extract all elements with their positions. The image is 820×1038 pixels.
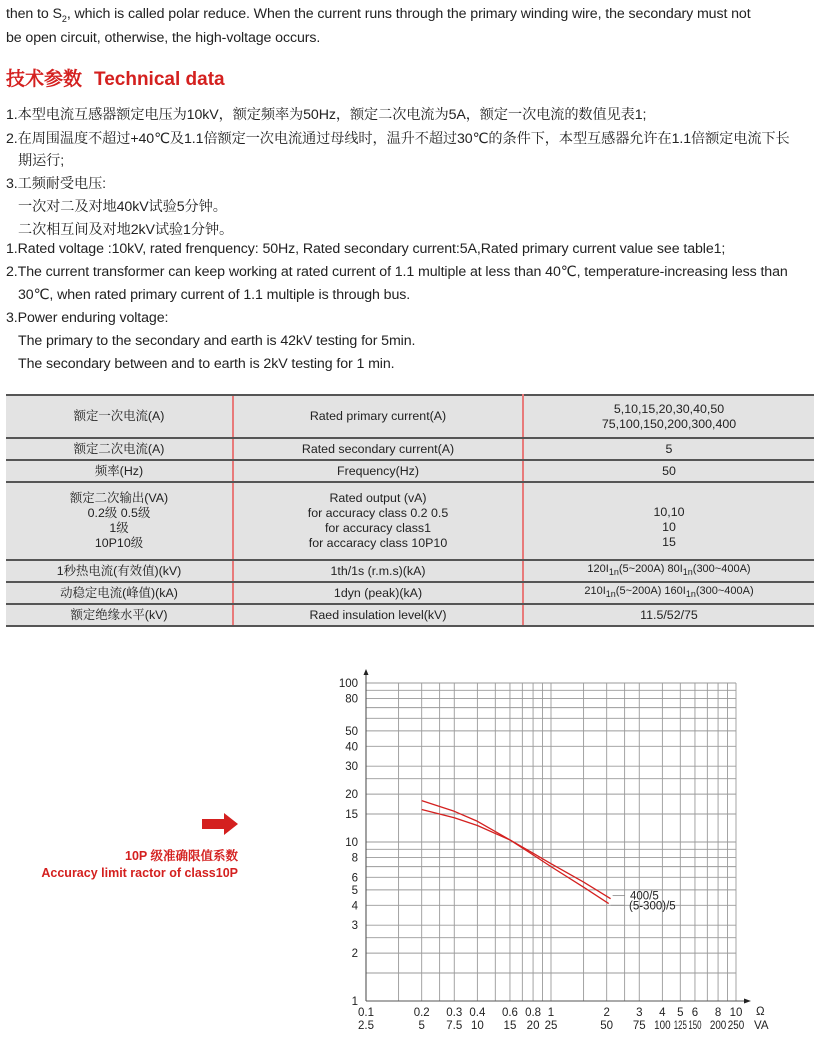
x2-tick-label: 15 bbox=[503, 1020, 517, 1032]
cell-text: for accuracy class1 bbox=[324, 521, 432, 535]
y-tick-label: 30 bbox=[345, 761, 358, 774]
cell-text: 额定一次电流(A) bbox=[73, 409, 165, 423]
cell-text: 210I bbox=[584, 584, 606, 597]
cell-sub: 1n bbox=[608, 567, 619, 578]
x-tick-label: 0.6 bbox=[501, 1007, 518, 1019]
cell-text: 额定二次输出(VA) bbox=[69, 491, 169, 505]
y-axis-arrow-icon bbox=[364, 669, 369, 675]
x2-tick-label: 20 bbox=[526, 1020, 540, 1032]
x-unit-label: Ω bbox=[756, 1006, 765, 1018]
x-axis-arrow-icon bbox=[744, 999, 751, 1004]
cell-text: (300~400A) bbox=[692, 562, 751, 575]
x2-tick-label: 10 bbox=[470, 1020, 484, 1032]
x-tick-label: 8 bbox=[714, 1007, 722, 1019]
cell-text: 额定绝缘水平(kV) bbox=[70, 607, 168, 622]
cell-text: 1秒热电流(有效值)(kV) bbox=[56, 563, 182, 578]
zh-item: 期运行; bbox=[18, 153, 65, 169]
x-tick-label: 10 bbox=[729, 1007, 743, 1019]
en-item: The secondary between and to earth is 2kV testing for 1 min. bbox=[18, 356, 395, 372]
en-item: 30℃, when rated primary current of 1.1 multiple is through bus. bbox=[18, 287, 411, 303]
cell-text: Rated secondary current(A) bbox=[301, 441, 455, 456]
cell-text: 75,100,150,200,300,400 bbox=[601, 416, 737, 431]
y-tick-label: 20 bbox=[345, 789, 358, 802]
cell-text: Frequency(Hz) bbox=[337, 463, 419, 478]
x-tick-label: 1 bbox=[547, 1007, 555, 1019]
x-tick-label: 2 bbox=[603, 1007, 610, 1019]
cell-text: 120I bbox=[587, 562, 609, 575]
y-tick-label: 4 bbox=[351, 900, 358, 913]
x-tick-label: 5 bbox=[677, 1007, 684, 1019]
x-tick-label: 0.1 bbox=[358, 1007, 374, 1019]
y-tick-label: 3 bbox=[351, 920, 358, 933]
cell-text: 10P10级 bbox=[94, 536, 144, 550]
en-item: 3.Power enduring voltage: bbox=[6, 310, 169, 326]
x2-tick-label: 125 bbox=[673, 1020, 687, 1032]
x2-tick-label: 5 bbox=[418, 1020, 425, 1032]
y-tick-label: 100 bbox=[338, 678, 358, 690]
cell-text: Rated output (vA) bbox=[329, 491, 427, 505]
x2-tick-label: 200 bbox=[709, 1020, 727, 1032]
en-item: 1.Rated voltage :10kV, rated frenquency: 50Hz, Rated secondary current:5A,Rated primary current value see table1; bbox=[6, 241, 726, 257]
cell-sub: 1n bbox=[682, 567, 693, 578]
cell-text: 0.2级 0.5级 bbox=[87, 506, 151, 520]
cell-text: 1th/1s (r.m.s)(kA) bbox=[330, 563, 426, 578]
x2-tick-label: 7.5 bbox=[446, 1020, 463, 1032]
cell-text: 1级 bbox=[109, 521, 129, 535]
x-tick-label: 4 bbox=[659, 1007, 666, 1019]
cell-text: 15 bbox=[662, 534, 676, 549]
zh-item: 二次相互间及对地2kV试验1分钟。 bbox=[18, 222, 234, 238]
y-tick-label: 10 bbox=[345, 837, 358, 849]
y-tick-label: 40 bbox=[345, 741, 358, 754]
x-tick-label: 3 bbox=[636, 1007, 643, 1019]
x2-tick-label: 250 bbox=[727, 1020, 745, 1032]
cell-text: Rated primary current(A) bbox=[309, 409, 447, 423]
cell-text: 5,10,15,20,30,40,50 bbox=[613, 401, 725, 416]
x2-unit-label: VA bbox=[754, 1020, 769, 1032]
en-item: 2.The current transformer can keep working at rated current of 1.1 multiple at less than 40℃, temperature-increasing less than bbox=[6, 264, 788, 280]
series-label: (5-300)/5 bbox=[629, 900, 676, 913]
intro-line-1: then to $S_2$, which is called polar reduce. When the current runs through the primary winding wire, the secondary must not bbox=[6, 6, 751, 24]
cell-text: Raed insulation level(kV) bbox=[309, 607, 447, 622]
y-tick-label: 8 bbox=[351, 852, 358, 865]
intro-line-2: be open circuit, otherwise, the high-voltage occurs. bbox=[6, 30, 321, 46]
x-tick-label: 0.3 bbox=[446, 1007, 463, 1019]
y-tick-label: 15 bbox=[345, 809, 358, 822]
cell-text: 10,10 bbox=[653, 504, 685, 519]
cell-text: for accuracy class 0.2 0.5 bbox=[307, 506, 449, 520]
cell-text: (5~200A) 160I bbox=[615, 584, 686, 597]
series-label: 400/5 bbox=[630, 890, 659, 903]
figure-caption-zh: 10P 级准确限值系数 bbox=[125, 849, 238, 863]
cell-text: 额定二次电流(A) bbox=[73, 441, 165, 456]
cell-text: for accaracy class 10P10 bbox=[308, 536, 448, 550]
x-tick-label: 6 bbox=[691, 1007, 699, 1019]
cell-sub: 1n bbox=[685, 589, 696, 600]
x2-tick-label: 150 bbox=[688, 1020, 702, 1032]
heading-en: Technical data bbox=[94, 69, 225, 90]
cell-text: 频率(Hz) bbox=[94, 463, 144, 478]
x2-tick-label: 100 bbox=[654, 1020, 671, 1032]
zh-item: 3.工频耐受电压: bbox=[6, 176, 106, 192]
en-item: The primary to the secondary and earth is 42kV testing for 5min. bbox=[18, 333, 416, 349]
chart-grid bbox=[366, 683, 736, 1001]
x2-tick-label: 2.5 bbox=[358, 1020, 374, 1032]
y-tick-label: 2 bbox=[351, 948, 358, 961]
zh-item: 一次对二及对地40kV试验5分钟。 bbox=[18, 199, 227, 215]
cell-text: 5 bbox=[665, 441, 673, 456]
x2-tick-label: 25 bbox=[544, 1020, 558, 1032]
cell-text: (300~400A) bbox=[695, 584, 754, 597]
cell-text: 10 bbox=[662, 519, 676, 534]
y-tick-label: 5 bbox=[351, 884, 358, 897]
figure-caption-en: Accuracy limit ractor of class10P bbox=[41, 866, 238, 880]
y-tick-label: 50 bbox=[345, 725, 358, 738]
x2-tick-label: 50 bbox=[600, 1020, 614, 1032]
zh-item: 2.在周围温度不超过+40℃及1.1倍额定一次电流通过母线时，温升不超过30℃的条件下，本型互感器允许在1.1倍额定电流下长 bbox=[6, 131, 790, 147]
y-tick-label: 6 bbox=[351, 872, 358, 885]
cell-text: 11.5/52/75 bbox=[640, 607, 698, 622]
y-tick-label: 1 bbox=[351, 996, 358, 1008]
cell-text: 动稳定电流(峰值)(kA) bbox=[60, 585, 178, 600]
zh-item: 1.本型电流互感器额定电压为10kV，额定频率为50Hz，额定二次电流为5A，额定一次电流的数值见表1; bbox=[6, 107, 647, 123]
y-tick-label: 80 bbox=[345, 693, 358, 706]
x-tick-label: 0.8 bbox=[525, 1007, 542, 1019]
cell-text: 50 bbox=[662, 463, 676, 478]
heading-zh: 技术参数 bbox=[6, 69, 83, 90]
x-tick-label: 0.4 bbox=[469, 1007, 486, 1019]
cell-sub: 1n bbox=[605, 589, 616, 600]
x-tick-label: 0.2 bbox=[413, 1007, 430, 1019]
cell-text: (5~200A) 80I bbox=[618, 562, 683, 575]
x2-tick-label: 75 bbox=[632, 1020, 646, 1032]
cell-text: 1dyn (peak)(kA) bbox=[333, 585, 423, 600]
